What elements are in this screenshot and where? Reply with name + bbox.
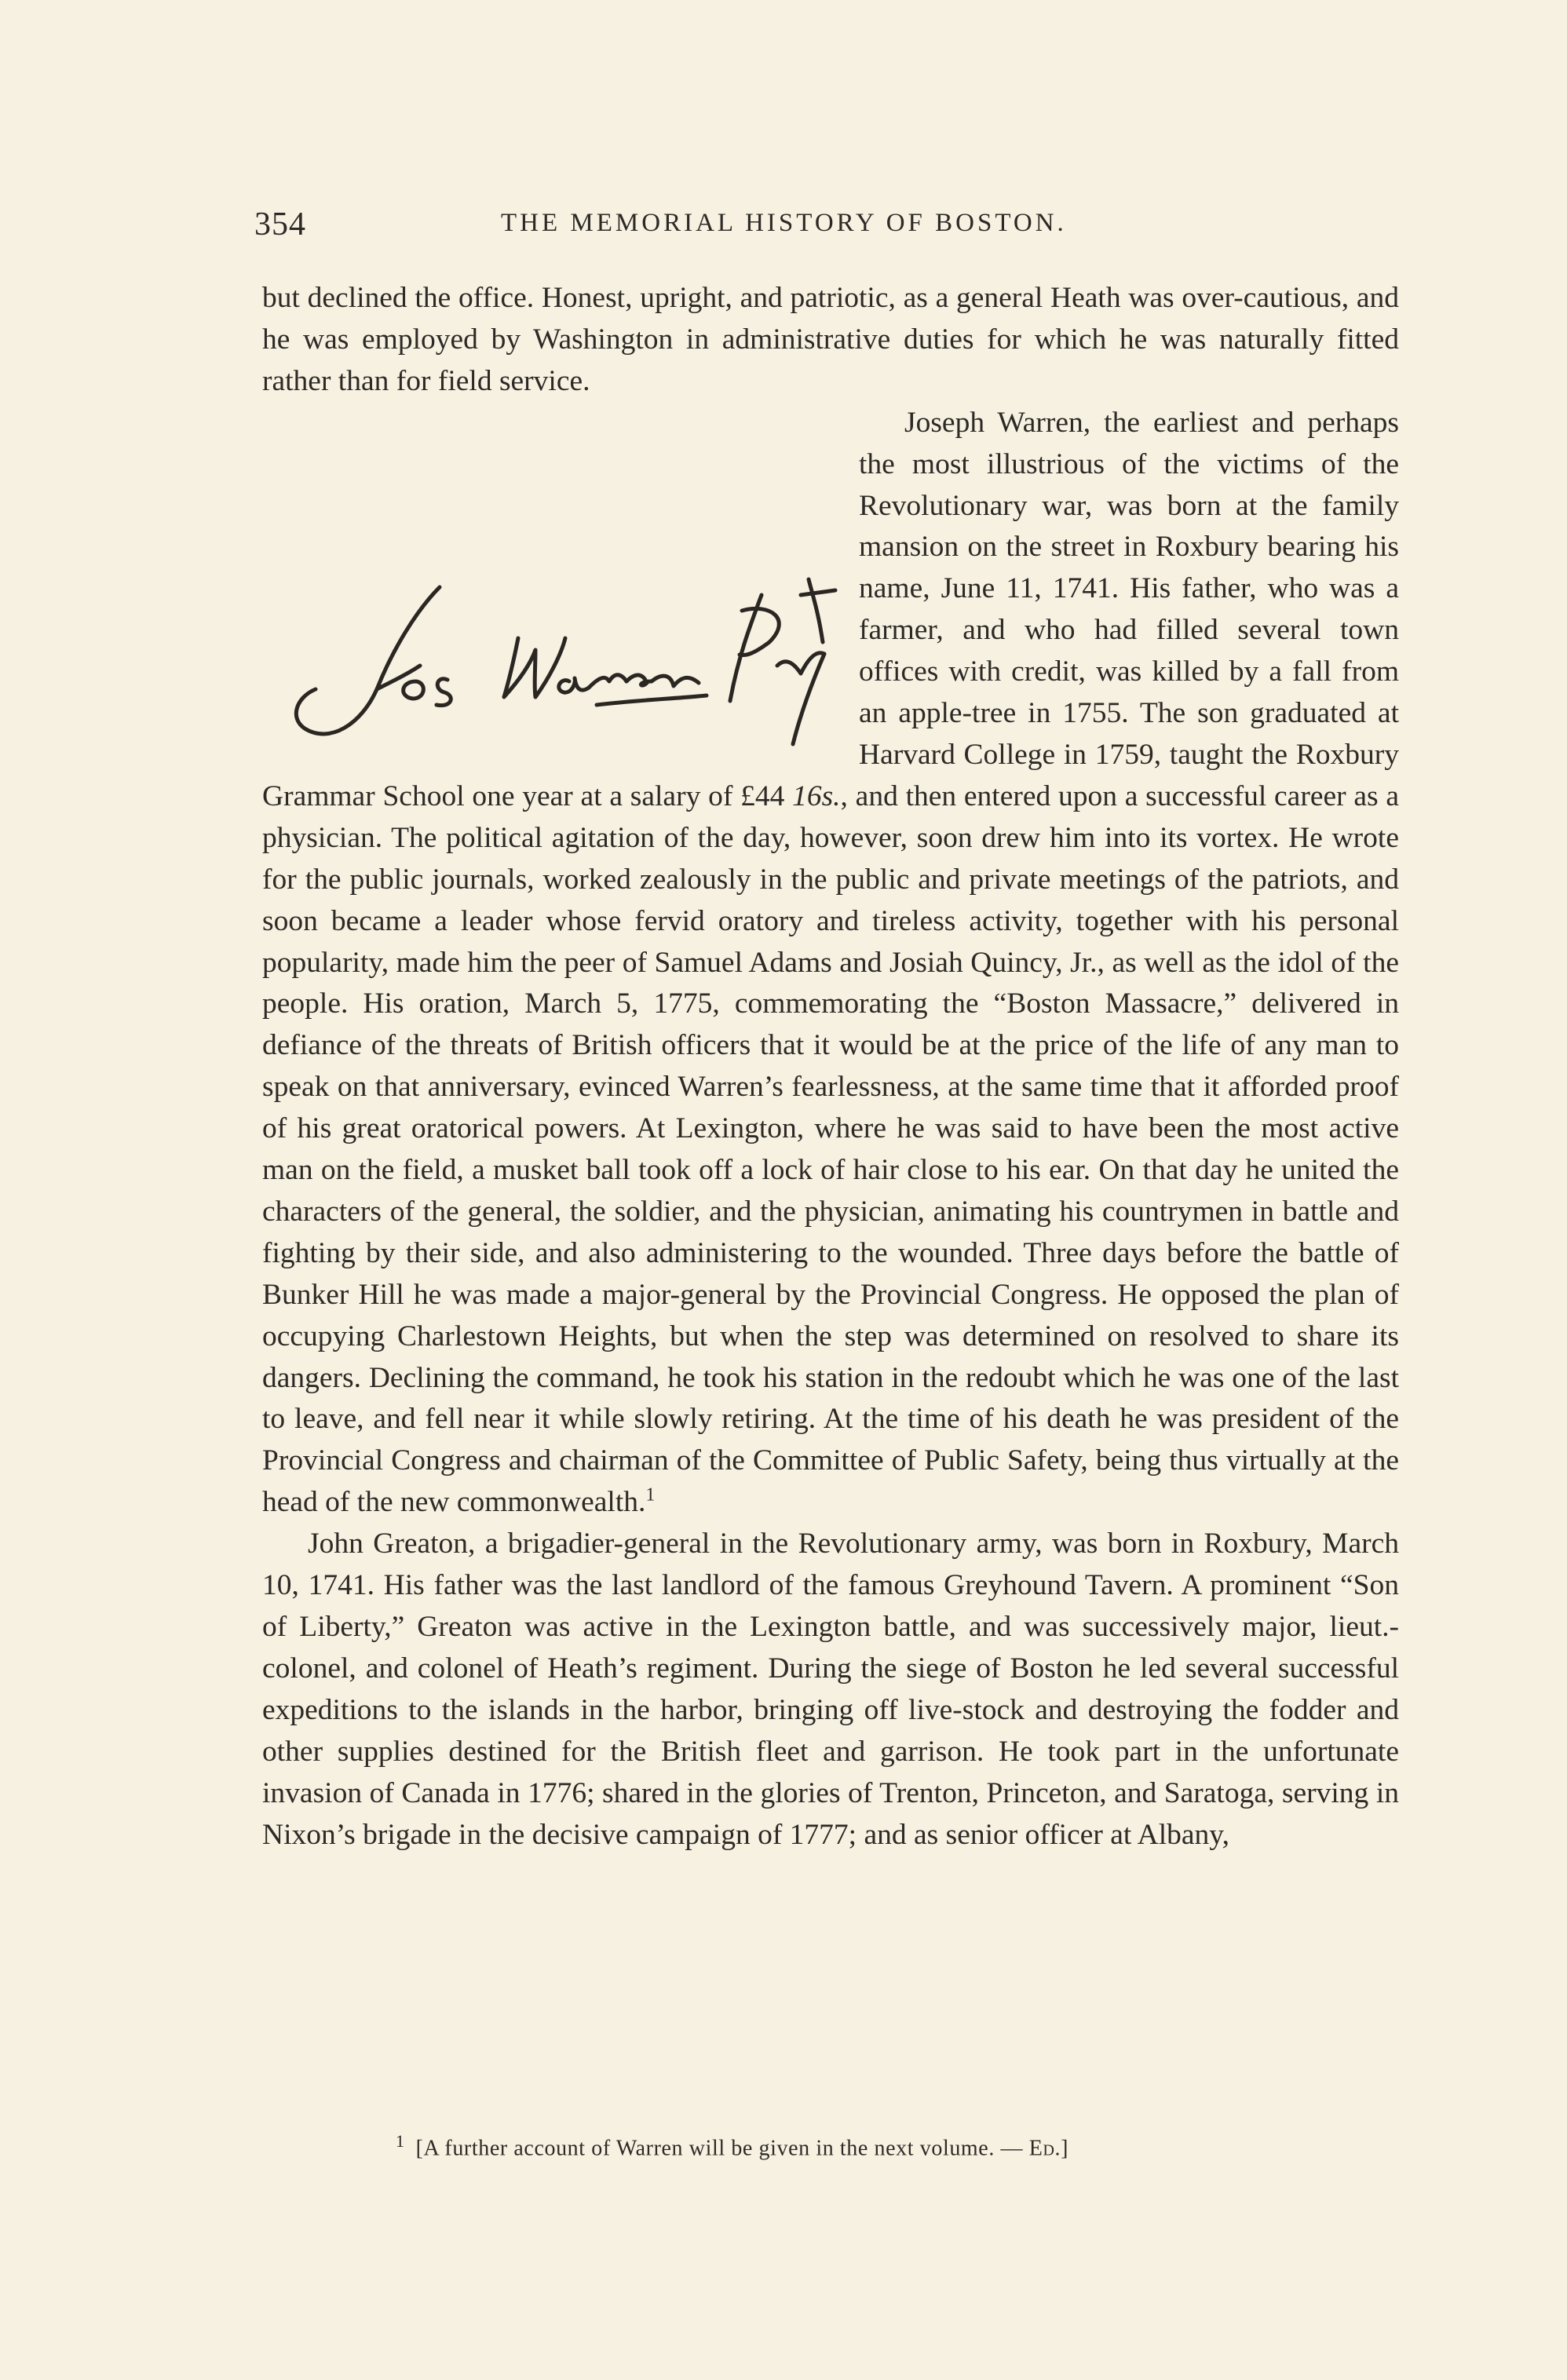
paragraph-heath: but declined the office. Honest, upright, and patriotic, as a general Heath was over-cautious, and he was employed by Washington in administrative duties for which he was naturally fitted rather than for field service. — [262, 282, 1399, 397]
running-title: THE MEMORIAL HISTORY OF BOSTON. — [501, 209, 1067, 237]
footnote-close: ] — [1061, 2136, 1069, 2161]
signature-image — [259, 564, 840, 760]
footnote-reference: 1 — [645, 1484, 656, 1506]
warren-career: , and then entered upon a successful career as a physician. The political agitation of the day, however, soon drew him into its vortex. He wrote for the public journals, worked zealously in the public and private meetings of the patriots, and soon became a leader whose fervid oratory and tireless activity, together with his personal popularity, made him the peer of Samuel Adams and Josiah Quincy, Jr., as well as the idol of the people. His oration, March 5, 1775, commemorating the “Boston Massacre,” delivered in defiance of the threats of British officers that it would be at the price of the life of any man to speak on that anniversary, evinced Warren’s fearlessness, at the same time that it afforded proof of his great oratorical powers. At Lexington, where he was said to have been the most active man on the field, a musket ball took off a lock of hair close to his ear. On that day he united the characters of the general, the soldier, and the physician, animating his countrymen in battle and fighting by their side, and also administering to the wounded. Three days before the battle of Bunker Hill he was made a major-general by the Provincial Congress. He opposed the plan of occupying Charlestown Heights, but when the step was determined on resolved to share its dangers. Declining the command, he took his station in the redoubt which he was one of the last to leave, and fell near it while slowly retiring. At the time of his death he was president of the Provincial Congress and chairman of the Committee of Public Safety, being thus virtually at the head of the new commonwealth. — [262, 779, 1399, 1519]
warren-intro: Joseph Warren, the earliest and perhaps the most illustrious of the victims of the Revolutionary war, was born at the family mansion on the street in Roxbury bearing his name, June 11, 1741. His father, who was a farmer, and who had filled several town offices with credit, was killed by a fall from an apple-tree in 1755. The son graduated at Harvard College in 1759, taught the Roxbury Grammar School one year at a salary of £44 — [262, 406, 1399, 812]
footnote-mark: 1 — [396, 2131, 405, 2151]
footnote-editor: Ed. — [1028, 2136, 1061, 2161]
page-number: 354 — [254, 206, 306, 243]
salary-shillings: 16s. — [792, 779, 841, 812]
warren-signature — [259, 564, 840, 760]
footnote — [396, 2131, 1416, 2161]
footnote-text: [A further account of Warren will be given in the next volume. — — [415, 2136, 1029, 2161]
page-header — [254, 206, 1401, 243]
paragraph-greaton: John Greaton, a brigadier-general in the Revolutionary army, was born in Roxbury, March 10, 1741. His father was the last landlord of the famous Greyhound Tavern. A prominent “Son of Liberty,” Greaton was active in the Lexington battle, and was successively major, lieut.-colonel, and colonel of Heath’s regiment. During the siege of Boston he led several successful expeditions to the islands in the harbor, bringing off live-stock and destroying the fodder and other supplies destined for the British fleet and garrison. He took part in the unfortunate invasion of Canada in 1776; shared in the glories of Trenton, Princeton, and Saratoga, serving in Nixon’s brigade in the decisive campaign of 1777; and as senior officer at Albany, — [262, 1528, 1399, 1851]
body-text — [262, 278, 1399, 1856]
